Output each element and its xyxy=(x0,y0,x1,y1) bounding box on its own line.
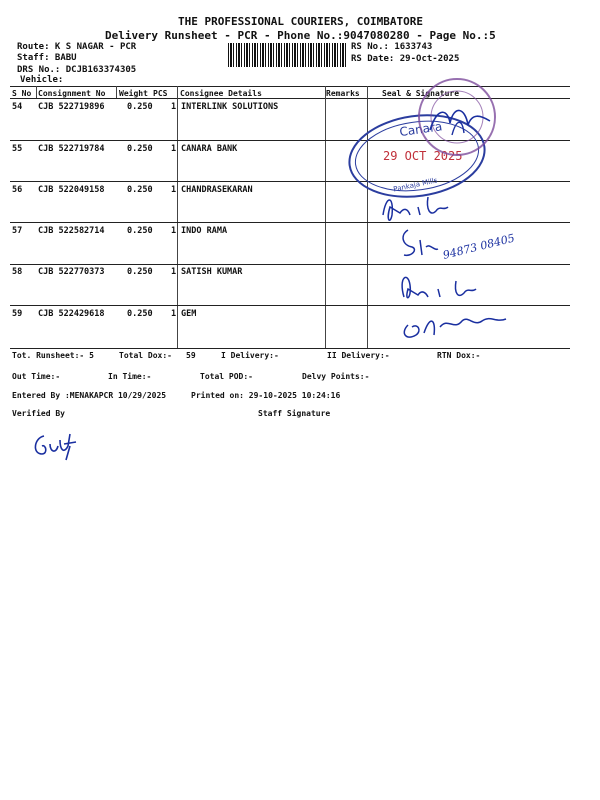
company-title: THE PROFESSIONAL COURIERS, COIMBATORE xyxy=(178,15,424,28)
handwritten-phone: 94873 08405 xyxy=(441,231,517,262)
handwritten-signatures xyxy=(378,185,528,345)
col-header-consignment: Consignment No xyxy=(38,89,106,98)
row-consignee: CHANDRASEKARAN xyxy=(181,185,253,195)
row-consignee: GEM xyxy=(181,309,197,319)
row-weight: 0.250 xyxy=(127,102,153,112)
col-header-pcs: PCS xyxy=(153,89,168,98)
row-pcs: 1 xyxy=(171,226,177,236)
row-weight: 0.250 xyxy=(127,185,153,195)
col-header-sno: S No xyxy=(12,89,32,98)
row-weight: 0.250 xyxy=(127,226,153,236)
staff-label: Staff: BABU xyxy=(17,53,77,63)
rtn-dox: RTN Dox:- xyxy=(437,351,481,360)
barcode xyxy=(228,43,348,67)
stamp-date: 29 OCT 2025 xyxy=(383,149,463,163)
out-time: Out Time:- xyxy=(12,372,61,381)
rs-date: RS Date: 29-Oct-2025 xyxy=(351,54,460,64)
col-header-remarks: Remarks xyxy=(326,89,360,98)
row-consignment: CJB 522719784 xyxy=(38,144,105,154)
row-weight: 0.250 xyxy=(127,309,153,319)
row-consignee: SATISH KUMAR xyxy=(181,267,243,277)
row-pcs: 1 xyxy=(171,267,177,277)
col-sep xyxy=(177,86,178,349)
row-consignment: CJB 522582714 xyxy=(38,226,105,236)
stamp-bank-name: Canara xyxy=(398,119,444,140)
table-bottom-rule xyxy=(10,348,570,349)
col-header-seal: Seal & Signature xyxy=(382,89,460,98)
ii-delivery: II Delivery:- xyxy=(327,351,390,360)
runsheet-subtitle: Delivery Runsheet - PCR - Phone No.:9047080280 - Page No.:5 xyxy=(105,29,496,42)
col-header-weight: Weight xyxy=(119,89,148,98)
printed-on: Printed on: 29-10-2025 10:24:16 xyxy=(191,391,341,400)
col-sep xyxy=(325,86,326,349)
row-consignment: CJB 522049158 xyxy=(38,185,105,195)
vehicle-label: Vehicle: xyxy=(20,75,64,85)
row-sno: 59 xyxy=(12,309,23,319)
row-sno: 57 xyxy=(12,226,23,236)
route-label: Route: K S NAGAR - PCR xyxy=(17,42,137,52)
in-time: In Time:- xyxy=(108,372,152,381)
row-consignee: CANARA BANK xyxy=(181,144,238,154)
row-sno: 58 xyxy=(12,267,23,277)
col-sep xyxy=(36,86,37,98)
row-pcs: 1 xyxy=(171,144,177,154)
company-seal xyxy=(410,75,505,165)
row-consignee: INDO RAMA xyxy=(181,226,228,236)
total-dox-label: Total Dox:- xyxy=(119,351,172,360)
i-delivery: I Delivery:- xyxy=(221,351,279,360)
tot-runsheet: Tot. Runsheet:- 5 xyxy=(12,351,94,360)
stamp-branch: Pankaja Mills xyxy=(392,176,439,194)
verified-by: Verified By xyxy=(12,409,65,418)
total-dox-value: 59 xyxy=(186,351,196,360)
row-consignment: CJB 522770373 xyxy=(38,267,105,277)
row-consignee: INTERLINK SOLUTIONS xyxy=(181,102,279,112)
row-sno: 54 xyxy=(12,102,23,112)
col-header-consignee: Consignee Details xyxy=(180,89,262,98)
rs-number: RS No.: 1633743 xyxy=(351,42,433,52)
row-pcs: 1 xyxy=(171,185,177,195)
row-weight: 0.250 xyxy=(127,267,153,277)
entered-by: Entered By :MENAKAPCR 10/29/2025 xyxy=(12,391,167,400)
row-consignment: CJB 522429618 xyxy=(38,309,105,319)
row-pcs: 1 xyxy=(171,102,177,112)
row-sno: 56 xyxy=(12,185,23,195)
row-consignment: CJB 522719896 xyxy=(38,102,105,112)
staff-signature-label: Staff Signature xyxy=(258,409,331,418)
row-weight: 0.250 xyxy=(127,144,153,154)
col-sep xyxy=(116,86,117,98)
total-pod: Total POD:- xyxy=(200,372,253,381)
row-pcs: 1 xyxy=(171,309,177,319)
drs-number: DRS No.: DCJB163374305 xyxy=(17,65,137,75)
row-sno: 55 xyxy=(12,144,23,154)
delvy-points: Delvy Points:- xyxy=(302,372,370,381)
verified-signature xyxy=(30,426,90,466)
